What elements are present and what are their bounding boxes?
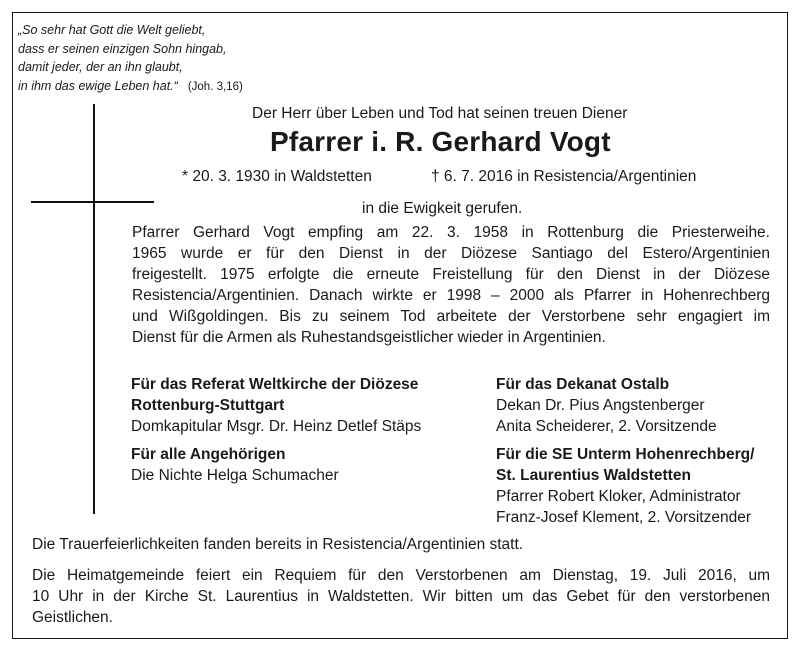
requiem-line: Geistlichen. [32,609,113,626]
intro-text: Der Herr über Leben und Tod hat seinen treuen Diener [252,105,628,122]
biography-line: und Wißgoldingen. Bis zu seinem Tod arbeitete der Verstorbene sehr engagiert im [132,308,770,325]
biography-line: Dienst für die Armen als Ruhestandsgeistlicher wieder in Argentinien. [132,329,606,346]
mourner-se [496,444,754,528]
mourner-heading: Für die SE Unterm Hohenrechberg/ [496,446,755,463]
deceased-name: Pfarrer i. R. Gerhard Vogt [270,126,611,157]
cross-icon-bar [31,201,154,203]
quote-reference: (Joh. 3,16) [187,80,243,93]
biography-line: Resistencia/Argentinien. Danach wirkte er 1998 – 2000 als Pfarrer in Hohenrechberg [132,287,770,304]
mourner-heading: Für das Referat Weltkirche der Diözese [131,376,419,393]
quote-line: dass er seinen einzigen Sohn hingab, [18,41,227,56]
death-date: † 6. 7. 2016 in Resistencia/Argentinien [431,168,697,185]
mourner-name: Die Nichte Helga Schumacher [131,467,339,484]
mourner-heading: Für das Dekanat Ostalb [496,376,670,393]
mourner-family [131,444,339,486]
cross-icon [93,104,95,514]
quote-line: „So sehr hat Gott die Welt geliebt, [18,23,206,37]
requiem-line: Die Heimatgemeinde feiert ein Requiem für den Verstorbenen am Dienstag, 19. Juli 2016, um [32,567,770,584]
mourner-name: Franz-Josef Klement, 2. Vorsitzender [496,509,752,526]
biography-line: Pfarrer Gerhard Vogt empfing am 22. 3. 1958 in Rottenburg die Priesterweihe. [132,224,770,241]
biography [132,222,770,348]
quote-line-text: in ihm das ewige Leben hat.“ [18,78,178,93]
biography-line: freigestellt. 1975 erfolgte die erneute Freistellung für den Dienst in der Diözese [132,266,770,283]
requiem-note [32,565,770,628]
bible-quote [18,21,243,96]
mourner-weltkirche [131,374,421,437]
funeral-note: Die Trauerfeierlichkeiten fanden bereits in Resistencia/Argentinien statt. [32,536,524,553]
eternity-text: in die Ewigkeit gerufen. [362,200,523,217]
quote-line [18,77,243,97]
requiem-line: 10 Uhr in der Kirche St. Laurentius in Waldstetten. Wir bitten um das Gebet für den verstorbenen [32,588,770,605]
mourner-heading: Rottenburg-Stuttgart [131,397,285,414]
mourner-heading: Für alle Angehörigen [131,446,286,463]
mourner-dekanat [496,374,717,437]
mourner-heading: St. Laurentius Waldstetten [496,467,691,484]
biography-line: 1965 wurde er für den Dienst in der Diözese Santiago del Estero/Argentinien [132,245,770,262]
quote-line: damit jeder, der an ihn glaubt, [18,60,183,74]
mourner-name: Domkapitular Msgr. Dr. Heinz Detlef Stäps [131,418,422,435]
mourner-name: Pfarrer Robert Kloker, Administrator [496,488,741,505]
mourner-name: Anita Scheiderer, 2. Vorsitzende [496,418,717,435]
mourner-name: Dekan Dr. Pius Angstenberger [496,397,705,414]
birth-date: * 20. 3. 1930 in Waldstetten [182,168,372,185]
